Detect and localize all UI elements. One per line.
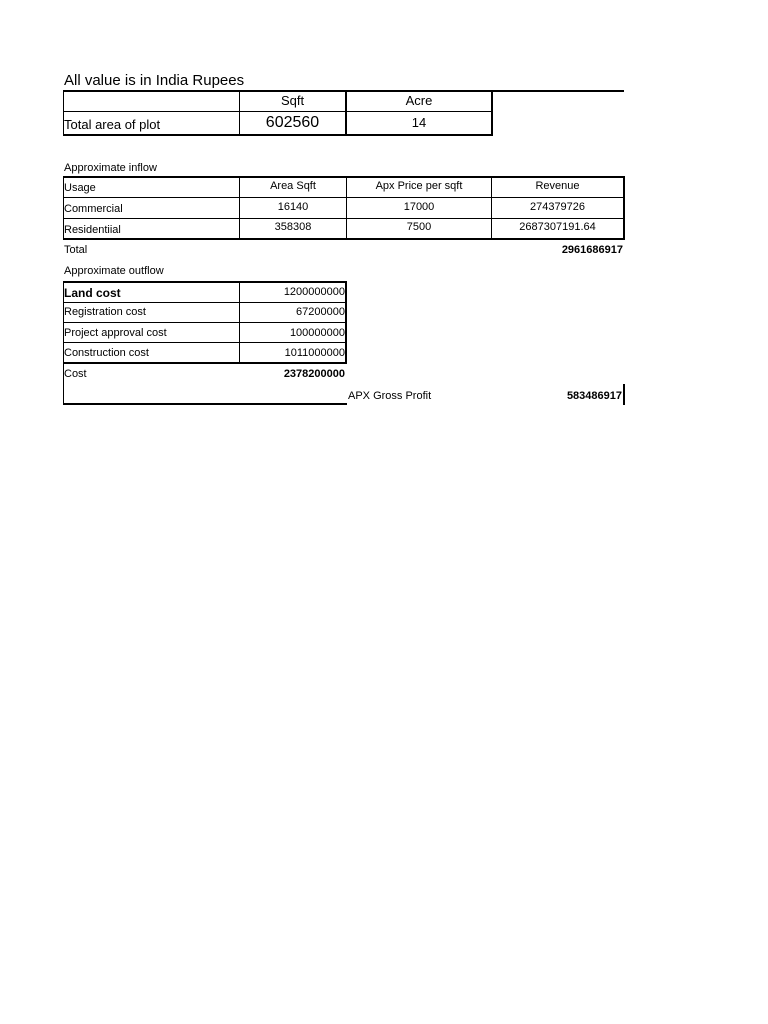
outflow-title: Approximate outflow — [64, 265, 164, 277]
outflow-item-cell: Registration cost — [64, 306, 146, 318]
outflow-item-cell: Land cost — [64, 286, 121, 300]
inflow-price-cell: 17000 — [403, 201, 435, 213]
inflow-row-border — [63, 197, 625, 198]
plot-label: Total area of plot — [64, 117, 161, 132]
inflow-revenue-cell: 274379726 — [529, 201, 586, 213]
outflow-cost-value: 2378200000 — [283, 368, 345, 380]
plot-table-mid-border — [63, 111, 493, 112]
outflow-amount-cell: 1011000000 — [284, 347, 345, 359]
outflow-section-bottom-border — [63, 403, 347, 405]
inflow-usage-cell: Commercial — [64, 203, 123, 215]
plot-acre-value: 14 — [411, 115, 427, 130]
inflow-header-revenue: Revenue — [535, 180, 580, 192]
outflow-row-border — [63, 342, 347, 343]
gross-profit-value: 583486917 — [566, 390, 622, 402]
plot-table-bottom-border — [63, 134, 493, 136]
inflow-table-right-border — [623, 176, 625, 240]
inflow-area-cell: 358308 — [274, 221, 312, 233]
plot-table-top-border — [63, 90, 624, 92]
inflow-total-label: Total — [64, 244, 88, 256]
plot-table-right-border — [491, 90, 493, 136]
outflow-cost-label: Cost — [64, 368, 87, 380]
plot-col-sqft: Sqft — [280, 93, 305, 108]
inflow-price-cell: 7500 — [406, 221, 432, 233]
inflow-row-border — [63, 218, 625, 219]
outflow-amount-cell: 100000000 — [289, 327, 345, 339]
outflow-row-border — [63, 322, 347, 323]
outflow-row-border — [63, 302, 347, 303]
currency-note: All value is in India Rupees — [64, 72, 245, 89]
outflow-amount-cell: 1200000000 — [283, 286, 345, 298]
inflow-usage-cell: Residentiial — [64, 224, 121, 236]
outflow-table-top-border — [63, 281, 347, 283]
inflow-header-price: Apx Price per sqft — [375, 180, 463, 192]
plot-sqft-value: 602560 — [265, 114, 320, 131]
inflow-revenue-cell: 2687307191.64 — [519, 221, 596, 233]
cell-cursor — [623, 384, 625, 405]
outflow-item-cell: Construction cost — [64, 347, 149, 359]
inflow-header-area: Area Sqft — [270, 180, 316, 192]
plot-col-acre: Acre — [405, 93, 433, 108]
inflow-area-cell: 16140 — [277, 201, 309, 213]
inflow-total-value: 2961686917 — [561, 244, 623, 256]
inflow-title: Approximate inflow — [64, 162, 157, 174]
outflow-amount-cell: 67200000 — [296, 306, 345, 318]
outflow-item-cell: Project approval cost — [64, 327, 167, 339]
inflow-table-bottom-border — [63, 238, 625, 240]
inflow-header-usage: Usage — [64, 182, 96, 194]
outflow-table-right-border — [345, 281, 347, 364]
inflow-table-top-border — [63, 176, 625, 178]
outflow-table-bottom-border — [63, 362, 347, 364]
gross-profit-label: APX Gross Profit — [348, 390, 432, 402]
